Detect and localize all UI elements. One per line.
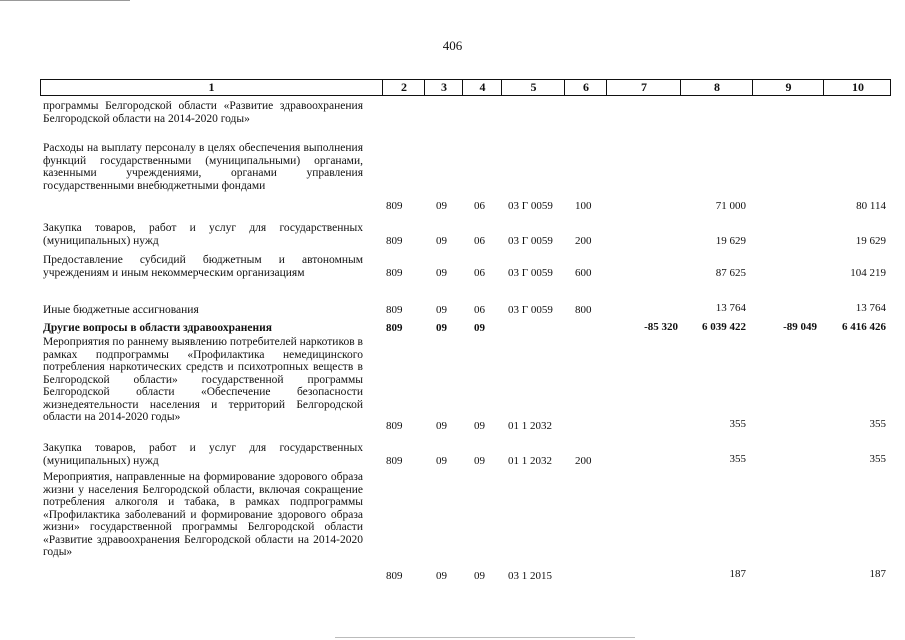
cell-ministry: 809 bbox=[386, 455, 403, 467]
row-description: Мероприятия, направленные на формирование здорового образа жизни у населения Белгородской области, включая сокращение потребления алкоголя и табака, в рамках подпрограммы «Профилактика заболеваний и формирование здорового образа жизни» государственной программы Белгородской области «Развитие здравоохранения Белгородской области на 2014-2020 годы» bbox=[43, 471, 363, 558]
cell-subsection: 09 bbox=[474, 455, 485, 467]
cell-amount-10: 80 114 bbox=[856, 200, 886, 212]
cell-target-article: 01 1 2032 bbox=[508, 420, 552, 432]
cell-amount-10: 187 bbox=[869, 568, 886, 580]
row-description: Закупка товаров, работ и услуг для государственных (муниципальных) нужд bbox=[43, 442, 363, 467]
row-description: Мероприятия по раннему выявлению потребителей наркотиков в рамках подпрограммы «Профилактика немедицинского потребления наркотических средств и психотропных веществ в Белгородской области» государственной программы Белгородской области «Обеспечение безопасности жизнедеятельности населения и территорий Белгородской области на 2014-2020 годы» bbox=[43, 336, 363, 423]
cell-ministry: 809 bbox=[386, 570, 403, 582]
cell-ministry: 809 bbox=[386, 267, 403, 279]
cell-amount-8: 355 bbox=[729, 418, 746, 430]
cell-amount-7: -85 320 bbox=[644, 321, 678, 333]
row-description: Иные бюджетные ассигнования bbox=[43, 304, 199, 316]
cell-target-article: 03 1 2015 bbox=[508, 570, 552, 582]
header-col-10: 10 bbox=[823, 80, 892, 95]
cell-amount-10: 6 416 426 bbox=[842, 321, 886, 333]
row-description: Предоставление субсидий бюджетным и автономным учреждениям и иным некоммерческим организациям bbox=[43, 254, 363, 279]
table-header bbox=[40, 79, 891, 96]
header-col-7: 7 bbox=[606, 80, 681, 95]
cell-amount-10: 355 bbox=[869, 418, 886, 430]
cell-subsection: 06 bbox=[474, 235, 485, 247]
cell-ministry: 809 bbox=[386, 304, 403, 316]
cell-section: 09 bbox=[436, 322, 447, 334]
cell-expense-type: 200 bbox=[575, 455, 592, 467]
cell-expense-type: 100 bbox=[575, 200, 592, 212]
bottom-scan-line bbox=[335, 637, 635, 638]
row-description: Закупка товаров, работ и услуг для государственных (муниципальных) нужд bbox=[43, 222, 363, 247]
cell-expense-type: 600 bbox=[575, 267, 592, 279]
header-col-1: 1 bbox=[208, 80, 215, 94]
cell-section: 09 bbox=[436, 570, 447, 582]
cell-subsection: 06 bbox=[474, 304, 485, 316]
cell-amount-8: 19 629 bbox=[715, 235, 746, 247]
cell-expense-type: 200 bbox=[575, 235, 592, 247]
cell-target-article: 03 Г 0059 bbox=[508, 235, 553, 247]
cell-subsection: 09 bbox=[474, 570, 485, 582]
cell-target-article: 03 Г 0059 bbox=[508, 200, 553, 212]
cell-subsection: 09 bbox=[474, 420, 485, 432]
cell-section: 09 bbox=[436, 200, 447, 212]
cell-amount-10: 355 bbox=[869, 453, 886, 465]
cell-subsection: 06 bbox=[474, 267, 485, 279]
cell-target-article: 03 Г 0059 bbox=[508, 304, 553, 316]
cell-amount-10: 19 629 bbox=[855, 235, 886, 247]
section-heading: Другие вопросы в области здравоохранения bbox=[43, 322, 272, 334]
cell-amount-8: 13 764 bbox=[715, 302, 746, 314]
cell-ministry: 809 bbox=[386, 200, 403, 212]
header-col-9: 9 bbox=[752, 80, 824, 95]
cell-amount-9: -89 049 bbox=[783, 321, 817, 333]
header-col-5: 5 bbox=[501, 80, 565, 95]
header-col-6: 6 bbox=[564, 80, 607, 95]
header-col-8: 8 bbox=[680, 80, 753, 95]
page-number: 406 bbox=[442, 38, 463, 53]
cell-amount-10: 104 219 bbox=[850, 267, 886, 279]
cell-expense-type: 800 bbox=[575, 304, 592, 316]
cell-section: 09 bbox=[436, 455, 447, 467]
cell-amount-10: 13 764 bbox=[855, 302, 886, 314]
header-col-4: 4 bbox=[462, 80, 502, 95]
top-scan-line bbox=[0, 0, 130, 1]
cell-amount-8: 187 bbox=[729, 568, 746, 580]
cell-section: 09 bbox=[436, 420, 447, 432]
cell-ministry: 809 bbox=[386, 322, 403, 334]
row-description: Расходы на выплату персоналу в целях обеспечения выполнения функций государственными (муниципальными) органами, казенными учреждениями, органами управления государственными внебюджетными фондами bbox=[43, 142, 363, 192]
cell-target-article: 01 1 2032 bbox=[508, 455, 552, 467]
cell-amount-8: 87 625 bbox=[715, 267, 746, 279]
cell-section: 09 bbox=[436, 304, 447, 316]
cell-section: 09 bbox=[436, 267, 447, 279]
cell-amount-8: 71 000 bbox=[715, 200, 746, 212]
header-col-3: 3 bbox=[424, 80, 463, 95]
cell-section: 09 bbox=[436, 235, 447, 247]
cell-subsection: 09 bbox=[474, 322, 485, 334]
cell-amount-8: 6 039 422 bbox=[702, 321, 746, 333]
header-col-2: 2 bbox=[382, 80, 425, 95]
cell-amount-8: 355 bbox=[729, 453, 746, 465]
cell-subsection: 06 bbox=[474, 200, 485, 212]
row-description: программы Белгородской области «Развитие здравоохранения Белгородской области на 2014-2020 годы» bbox=[43, 100, 363, 125]
cell-ministry: 809 bbox=[386, 235, 403, 247]
cell-ministry: 809 bbox=[386, 420, 403, 432]
cell-target-article: 03 Г 0059 bbox=[508, 267, 553, 279]
